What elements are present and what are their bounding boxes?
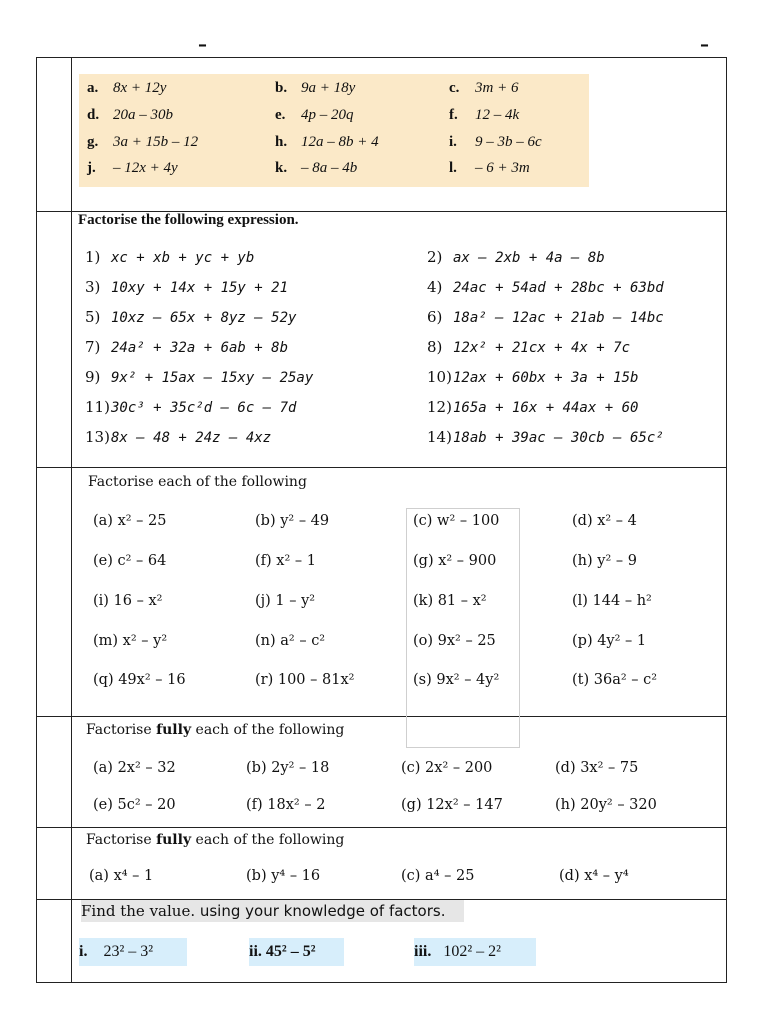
list-item: 2) ax – 2xb + 4a – 8b [427, 248, 605, 266]
list-item: (f) x² – 1 [255, 553, 316, 569]
list-item: (n) a² – c² [255, 633, 326, 649]
section-title: Factorise the following expression. [78, 212, 299, 228]
list-item: (d) 3x² – 75 [555, 760, 639, 776]
list-item: (j) 1 – y² [255, 593, 316, 609]
list-item: 11)30c³ + 35c²d – 6c – 7d [85, 398, 297, 416]
list-item: (h) y² – 9 [572, 553, 637, 569]
list-item: 4) 24ac + 54ad + 28bc + 63bd [427, 278, 664, 296]
list-item: i. 23² – 3² [79, 938, 187, 966]
list-item: (k) 81 – x² [413, 593, 487, 609]
list-item: (e) c² – 64 [93, 553, 167, 569]
list-item: 1) xc + xb + yc + yb [85, 248, 255, 266]
list-item: 8) 12x² + 21cx + 4x + 7c [427, 338, 631, 356]
list-item: (g) x² – 900 [413, 553, 497, 569]
list-item: 3) 10xy + 14x + 15y + 21 [85, 278, 289, 296]
list-item: (i) 16 – x² [93, 593, 163, 609]
row-divider [37, 716, 726, 717]
row-divider [37, 467, 726, 468]
list-item: 7) 24a² + 32a + 6ab + 8b [85, 338, 289, 356]
worksheet-table [36, 57, 727, 983]
list-item: (l) 144 – h² [572, 593, 652, 609]
list-item: (c) 2x² – 200 [401, 760, 493, 776]
list-item: iii. 102² – 2² [414, 938, 536, 966]
list-item: (d) x⁴ – y⁴ [559, 868, 629, 884]
list-item: 12)165a + 16x + 44ax + 60 [427, 398, 639, 416]
list-item: (o) 9x² – 25 [413, 633, 496, 649]
list-item: i. 9 – 3b – 6c [449, 134, 542, 150]
list-item: d. 20a – 30b [87, 107, 173, 123]
column-highlight-box [406, 508, 520, 748]
list-item: (a) 2x² – 32 [93, 760, 176, 776]
list-item: (r) 100 – 81x² [255, 672, 355, 688]
list-item: 14)18ab + 39ac – 30cb – 65c² [427, 428, 664, 446]
list-item: g. 3a + 15b – 12 [87, 134, 199, 150]
list-item: (c) a⁴ – 25 [401, 868, 475, 884]
list-item: (c) w² – 100 [413, 513, 500, 529]
list-item: (e) 5c² – 20 [93, 797, 176, 813]
column-divider [71, 58, 72, 982]
list-item: a. 8x + 12y [87, 80, 167, 96]
list-item: 6) 18a² – 12ac + 21ab – 14bc [427, 308, 664, 326]
list-item: (a) x⁴ – 1 [89, 868, 154, 884]
section-title: Factorise fully each of the following [86, 832, 345, 848]
list-item: (d) x² – 4 [572, 513, 637, 529]
list-item: (g) 12x² – 147 [401, 797, 503, 813]
header-dash-left: – [198, 34, 207, 55]
list-item: (f) 18x² – 2 [246, 797, 326, 813]
list-item: (s) 9x² – 4y² [413, 672, 500, 688]
list-item: k. – 8a – 4b [275, 160, 358, 176]
list-item: (b) 2y² – 18 [246, 760, 330, 776]
list-item: (p) 4y² – 1 [572, 633, 647, 649]
list-item: (m) x² – y² [93, 633, 168, 649]
list-item: c. 3m + 6 [449, 80, 519, 96]
list-item: j. – 12x + 4y [87, 160, 178, 176]
list-item: f. 12 – 4k [449, 107, 520, 123]
section-title: Factorise each of the following [88, 474, 307, 490]
list-item: h. 12a – 8b + 4 [275, 134, 379, 150]
list-item: b. 9a + 18y [275, 80, 356, 96]
list-item: (t) 36a² – c² [572, 672, 658, 688]
list-item: (b) y⁴ – 16 [246, 868, 321, 884]
list-item: 5) 10xz – 65x + 8yz – 52y [85, 308, 297, 326]
section-title: Find the value. using your knowledge of factors. [81, 900, 464, 922]
list-item: 10)12ax + 60bx + 3a + 15b [427, 368, 639, 386]
list-item: (a) x² – 25 [93, 513, 167, 529]
list-item: l. – 6 + 3m [449, 160, 530, 176]
list-item: (h) 20y² – 320 [555, 797, 657, 813]
list-item: (b) y² – 49 [255, 513, 330, 529]
list-item: (q) 49x² – 16 [93, 672, 186, 688]
section-title: Factorise fully each of the following [86, 722, 345, 738]
header-dash-right: – [700, 34, 709, 55]
list-item: 9) 9x² + 15ax – 15xy – 25ay [85, 368, 314, 386]
list-item: e. 4p – 20q [275, 107, 354, 123]
simple-factor-box [79, 74, 589, 187]
row-divider [37, 827, 726, 828]
list-item: ii. 45² – 5² [249, 938, 344, 966]
list-item: 13)8x – 48 + 24z – 4xz [85, 428, 272, 446]
